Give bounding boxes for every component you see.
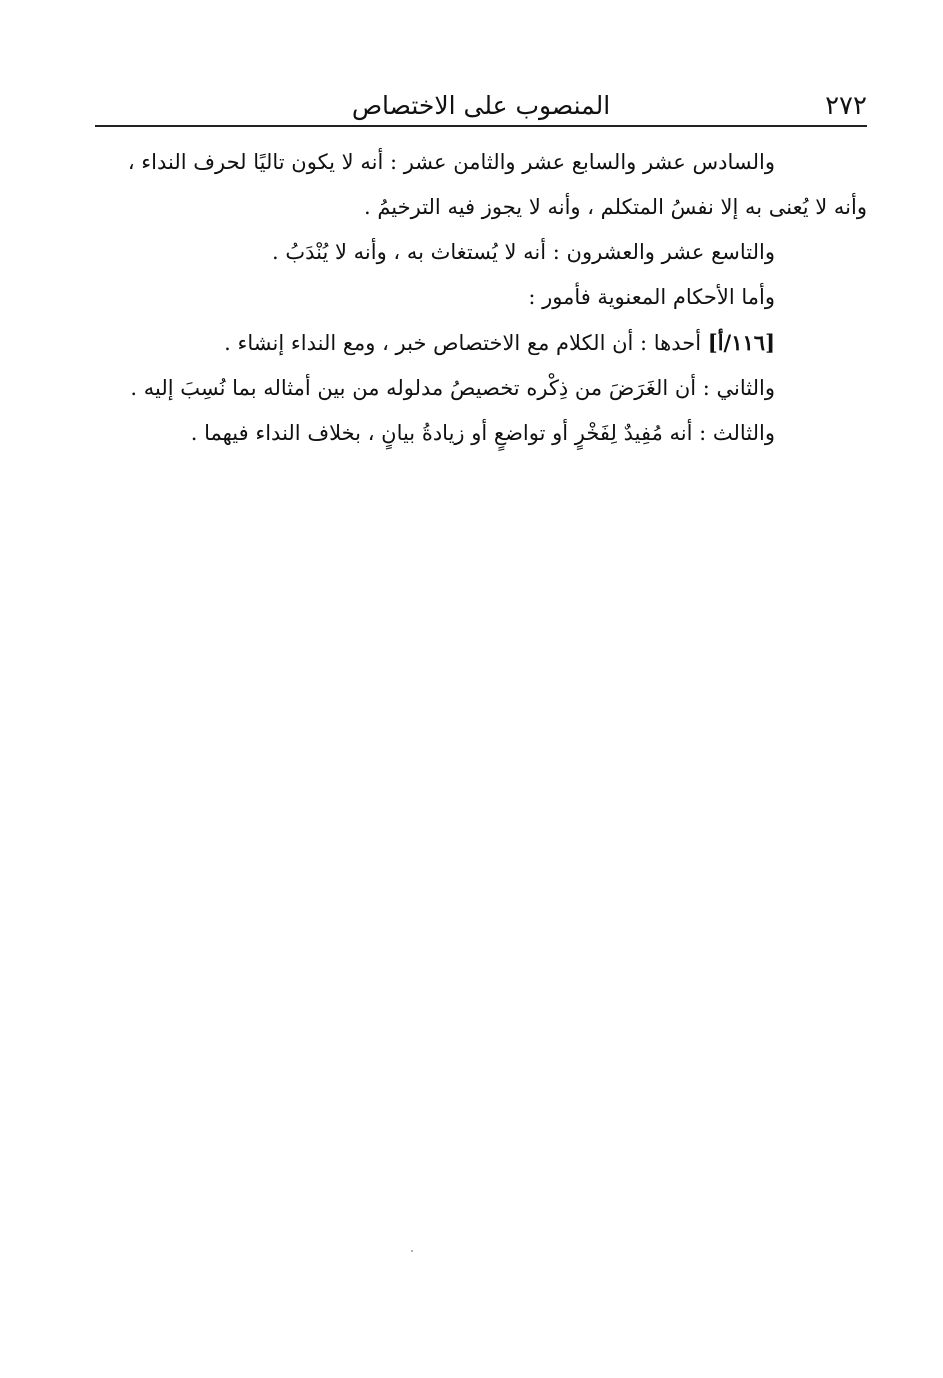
paragraph-second — [95, 366, 867, 411]
paragraph-rules-16-18 — [95, 140, 867, 185]
folio-marker: [١١٦/أ] — [707, 330, 775, 355]
header-rule — [95, 125, 867, 127]
text-line: والتاسع عشر والعشرون : أنه لا يُستغاث به ، وأنه لا يُنْدَبُ . — [271, 240, 775, 264]
paragraph-first — [95, 320, 867, 366]
text-line: والسادس عشر والسابع عشر والثامن عشر : أنه لا يكون تاليًا لحرف النداء ، — [127, 150, 775, 174]
text-line: والثاني : أن الغَرَضَ من ذِكْره تخصيصُ مدلوله من بين أمثاله بما نُسِبَ إليه . — [130, 376, 775, 400]
text-line — [95, 320, 775, 366]
text-line: وأنه لا يُعنى به إلا نفسُ المتكلم ، وأنه لا يجوز فيه الترخيمُ . — [363, 195, 867, 219]
text-line: وأما الأحكام المعنوية فأمور : — [528, 285, 775, 309]
running-header — [95, 88, 867, 128]
text-line-body: أحدها : أن الكلام مع الاختصاص خبر ، ومع النداء إنشاء . — [224, 331, 702, 355]
paragraph-continuation — [95, 185, 867, 230]
scan-speck — [411, 1250, 413, 1252]
paragraph-semantic-rules — [95, 275, 867, 320]
paragraph-rules-19-20 — [95, 230, 867, 275]
text-line: والثالث : أنه مُفِيدٌ لِفَخْرٍ أو تواضعٍ أو زيادةُ بيانٍ ، بخلاف النداء فيهما . — [190, 421, 775, 445]
paragraph-third — [95, 411, 867, 456]
body-text — [95, 140, 867, 456]
page-number: ٢٧٢ — [825, 91, 867, 121]
chapter-title: المنصوب على الاختصاص — [351, 91, 611, 120]
